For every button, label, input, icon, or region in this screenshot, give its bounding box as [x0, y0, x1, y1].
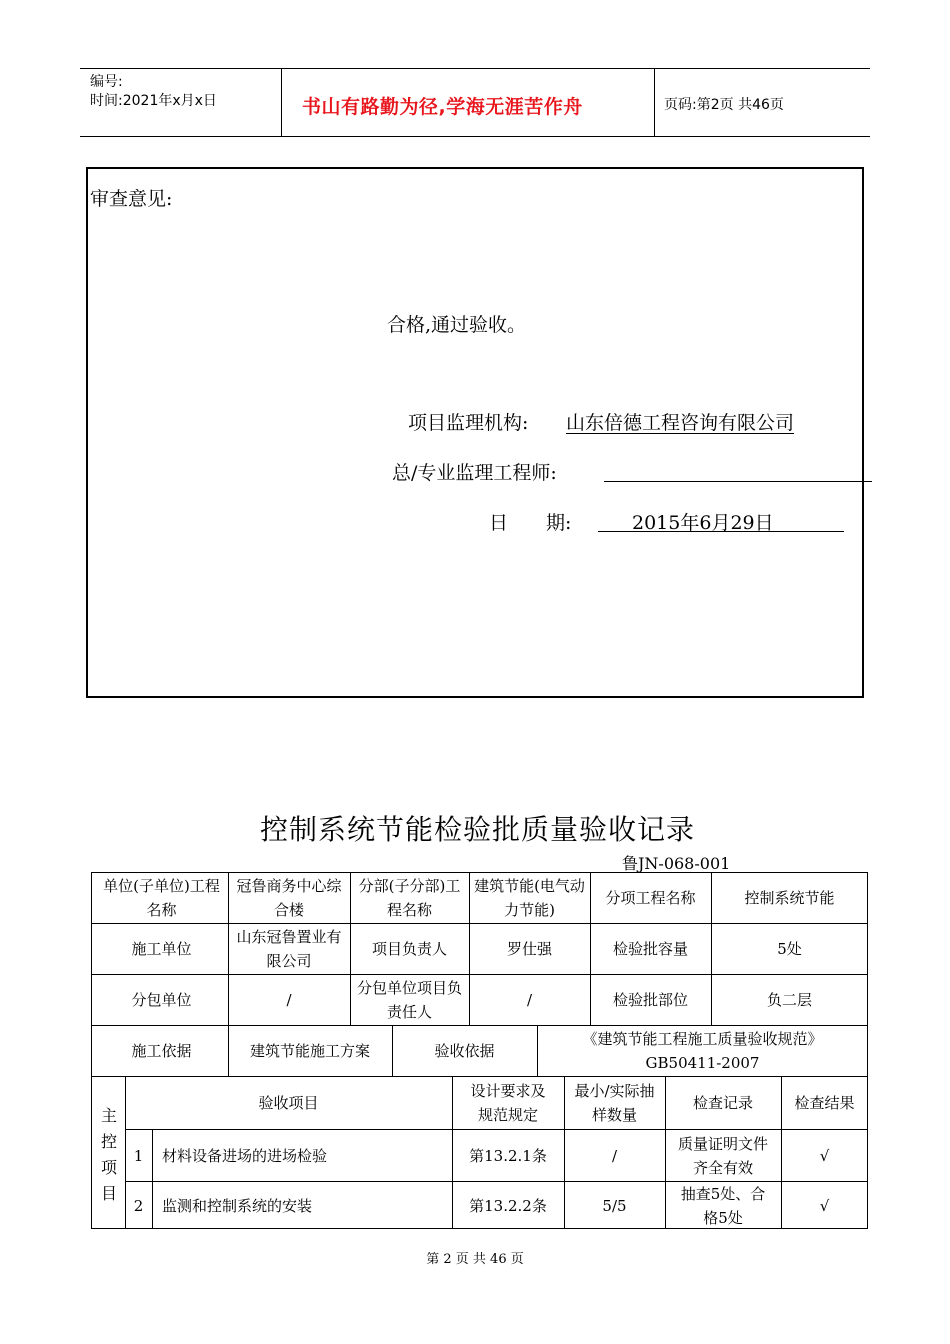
batch-location-label: 检验批部位	[612, 991, 688, 1009]
inspection-item-header: 验收项目	[258, 1094, 319, 1112]
sub-project-value: 建筑节能(电气动力节能)	[474, 877, 585, 919]
main-control-side-label: 主控项目	[100, 1106, 117, 1203]
item-number: 1	[133, 1146, 144, 1165]
page-footer: 第 2 页 共 46 页	[426, 1252, 524, 1267]
sample-quantity-header: 最小/实际抽样数量	[574, 1082, 655, 1124]
header-page-number: 页码:第2页 共46页	[664, 97, 784, 113]
header-top-rule	[80, 68, 870, 69]
item-project-value: 控制系统节能	[744, 889, 835, 907]
item-result-check: √	[819, 1146, 830, 1165]
item-sample: 5/5	[602, 1196, 627, 1215]
subcontractor-manager-label: 分包单位项目负责任人	[356, 979, 462, 1021]
review-date-label: 日 期:	[489, 512, 572, 534]
construction-basis-value: 建筑节能施工方案	[249, 1042, 370, 1060]
sub-project-label: 分部(子分部)工程名称	[358, 877, 461, 919]
record-title: 控制系统节能检验批质量验收记录	[260, 813, 696, 846]
header-bottom-rule	[80, 136, 870, 137]
item-record: 质量证明文件齐全有效	[677, 1134, 768, 1177]
unit-label: 单位(子单位)工程名称	[103, 877, 220, 919]
inspection-record-header: 检查记录	[692, 1094, 753, 1112]
review-date-value: 2015年6月29日	[632, 512, 774, 534]
review-date-underline	[598, 531, 844, 532]
header-divider	[654, 68, 655, 136]
batch-capacity-value: 5处	[777, 940, 802, 958]
project-manager-label: 项目负责人	[371, 940, 447, 958]
construction-basis-label: 施工依据	[131, 1042, 192, 1060]
batch-location-value: 负二层	[766, 991, 812, 1009]
inspection-result-header: 检查结果	[794, 1094, 855, 1112]
record-code: 鲁JN-068-001	[622, 854, 731, 873]
item-sample: /	[611, 1146, 618, 1165]
subcontractor-label: 分包单位	[131, 991, 192, 1009]
contractor-label: 施工单位	[131, 940, 192, 958]
header-motto: 书山有路勤为径,学海无涯苦作舟	[302, 96, 583, 118]
item-number: 2	[133, 1196, 144, 1215]
unit-value: 冠鲁商务中心综合楼	[236, 877, 342, 919]
subcontractor-manager-value: /	[526, 991, 533, 1009]
item-name: 材料设备进场的进场检验	[162, 1146, 328, 1165]
document-number-label: 编号:	[90, 74, 123, 90]
supervision-org-label: 项目监理机构:	[408, 412, 529, 434]
item-project-label: 分项工程名称	[605, 889, 696, 907]
header-divider	[281, 68, 282, 136]
opinion-result: 合格,通过验收。	[387, 314, 527, 336]
document-time-label: 时间:2021年x月x日	[90, 93, 217, 109]
item-clause: 第13.2.2条	[469, 1196, 547, 1215]
batch-capacity-label: 检验批容量	[612, 940, 688, 958]
item-name: 监测和控制系统的安装	[162, 1196, 313, 1215]
item-clause: 第13.2.1条	[469, 1146, 547, 1165]
design-requirement-header: 设计要求及规范规定	[470, 1082, 546, 1124]
item-record: 抽查5处、合格5处	[680, 1184, 766, 1227]
subcontractor-value: /	[286, 991, 292, 1009]
opinion-heading: 审查意见:	[90, 188, 173, 210]
acceptance-basis-label: 验收依据	[434, 1042, 495, 1060]
project-manager-value: 罗仕强	[506, 940, 552, 958]
engineer-label: 总/专业监理工程师:	[392, 462, 557, 484]
item-result-check: √	[819, 1196, 830, 1215]
acceptance-basis-value: 《建筑节能工程施工质量验收规范》GB50411-2007	[582, 1030, 823, 1072]
engineer-signature-line	[604, 481, 872, 482]
supervision-org-value: 山东倍德工程咨询有限公司	[566, 412, 795, 434]
contractor-value: 山东冠鲁置业有限公司	[236, 928, 342, 970]
